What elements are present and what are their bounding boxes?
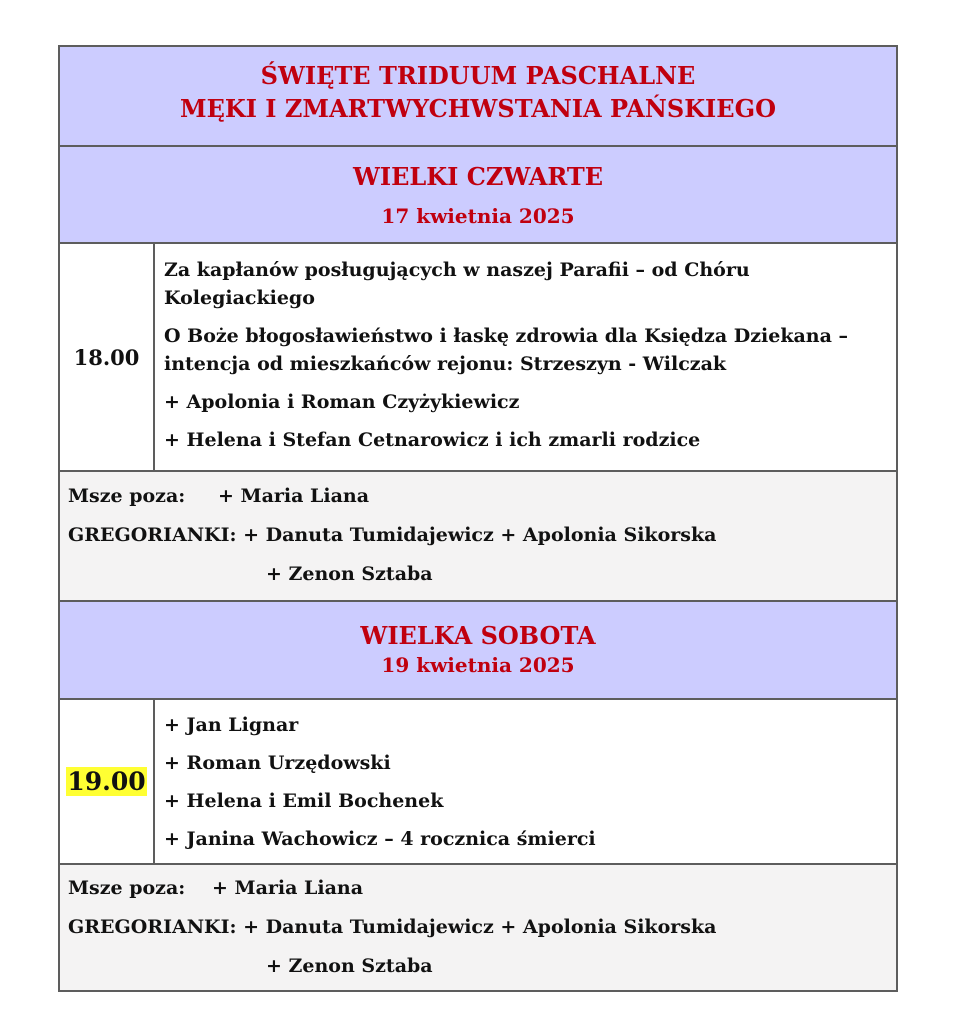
intention-item: + Helena i Emil Bochenek: [164, 790, 444, 812]
gregorianki-row: [68, 913, 888, 941]
mass-time-cell: [60, 700, 155, 863]
msze-poza-label: Msze poza:: [68, 877, 186, 899]
mass-time-cell: [60, 244, 155, 470]
gregorianki-row-2: + Zenon Sztaba: [266, 955, 433, 977]
gregorianki-label: GREGORIANKI:: [68, 524, 237, 546]
day-header-thursday: [60, 147, 896, 244]
schedule-table: [58, 45, 898, 992]
intentions-cell: [155, 700, 896, 863]
intention-item: O Boże błogosławieństwo i łaskę zdrowia dla Księdza Dziekana – intencja od mieszkańców rejonu: Strzeszyn - Wilczak: [164, 325, 849, 375]
day-date: 19 kwietnia 2025: [381, 653, 575, 677]
intention-item: + Helena i Stefan Cetnarowicz i ich zmarli rodzice: [164, 429, 701, 451]
mass-row-thursday: [60, 244, 896, 472]
gregorianki-label: GREGORIANKI:: [68, 916, 237, 938]
intention-item: + Janina Wachowicz – 4 rocznica śmierci: [164, 828, 596, 850]
gregorianki-row: [68, 521, 888, 549]
extra-masses-saturday: [60, 865, 896, 990]
intentions-cell: [155, 244, 896, 470]
msze-poza-value: + Maria Liana: [218, 485, 370, 507]
day-name: WIELKI CZWARTE: [352, 162, 604, 191]
msze-poza-label: Msze poza:: [68, 485, 186, 507]
mass-time: 18.00: [73, 344, 140, 370]
day-header-saturday: [60, 602, 896, 700]
mass-row-saturday: [60, 700, 896, 865]
triduum-header: [60, 47, 896, 147]
day-date: 17 kwietnia 2025: [381, 204, 575, 228]
gregorianki-row-2: + Zenon Sztaba: [266, 563, 433, 585]
msze-poza-row: [68, 482, 888, 510]
intention-item: + Apolonia i Roman Czyżykiewicz: [164, 391, 520, 413]
intention-item: + Jan Lignar: [164, 714, 299, 736]
intention-item: Za kapłanów posługujących w naszej Parafii – od Chóru Kolegiackiego: [164, 259, 750, 309]
intention-item: + Roman Urzędowski: [164, 752, 391, 774]
gregorianki-value: + Danuta Tumidajewicz + Apolonia Sikorska: [243, 916, 717, 938]
gregorianki-value: + Danuta Tumidajewicz + Apolonia Sikorska: [243, 524, 717, 546]
title-line-2: MĘKI I ZMARTWYCHWSTANIA PAŃSKIEGO: [180, 94, 776, 123]
day-name: WIELKA SOBOTA: [360, 621, 596, 650]
extra-masses-thursday: [60, 472, 896, 602]
title-line-1: ŚWIĘTE TRIDUUM PASCHALNE: [260, 61, 696, 90]
msze-poza-row: [68, 874, 888, 902]
mass-time-highlighted: 19.00: [67, 767, 146, 796]
msze-poza-value: + Maria Liana: [212, 877, 364, 899]
